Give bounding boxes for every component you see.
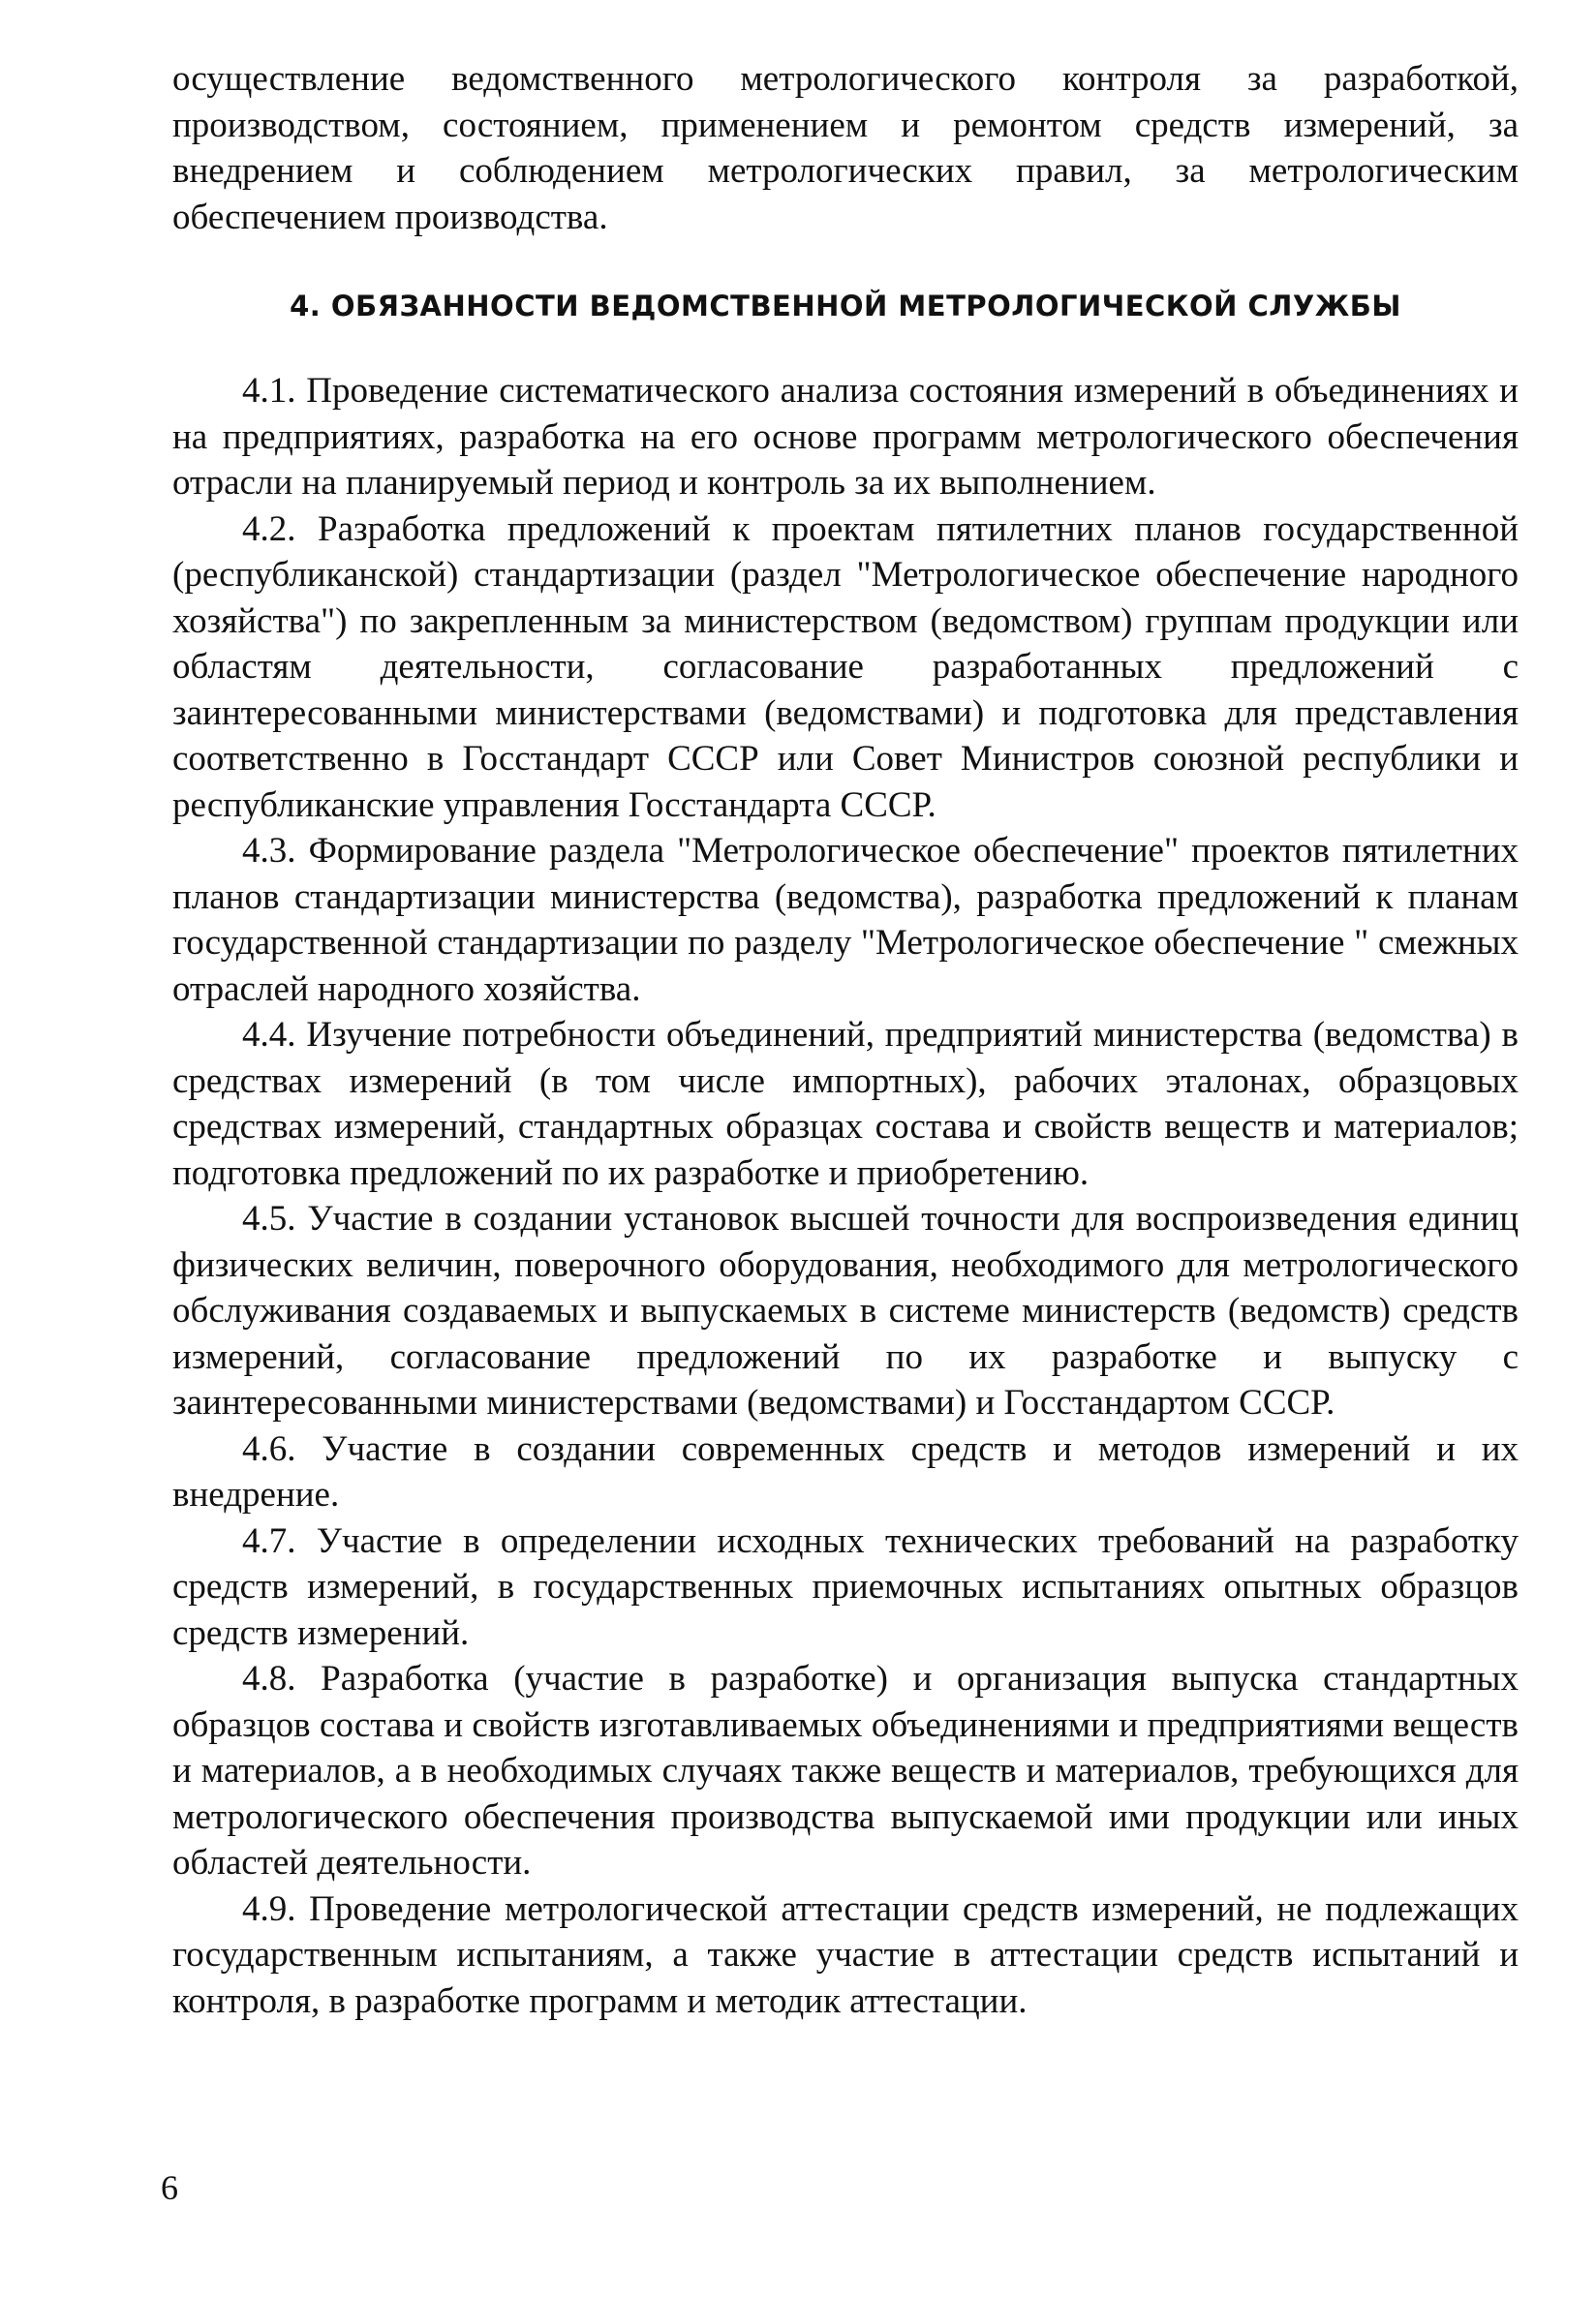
intro-paragraph: осуществление ведомственного метрологического контроля за разработкой, производством, состоянием, применением и ремонтом средств измерений, за внедрением и соблюдением метрологических правил, за метрологическим обеспечением производства. [172, 59, 1519, 237]
list-item-4-5: 4.5. Участие в создании установок высшей точности для воспроизведения единиц физических величин, поверочного оборудования, необходимого для метрологического обслуживания создаваемых и выпускаемых в системе министерств (ведомств) средств измерений, согласование предложений по их разработке и выпуску с заинтересованными министерствами (ведомствами) и Госстандартом СССР. [172, 1199, 1519, 1423]
list-item-4-7: 4.7. Участие в определении исходных технических требований на разработку средств измерений, в государственных приемочных испытаниях опытных образцов средств измерений. [172, 1520, 1519, 1653]
document-page [172, 56, 1519, 2024]
list-item-4-3: 4.3. Формирование раздела "Метрологическое обеспечение" проектов пятилетних планов стандартизации министерства (ведомства), разработка предложений к планам государственной стандартизации по разделу "Метрологическое обеспечение " смежных отраслей народного хозяйства. [172, 831, 1519, 1009]
list-item-4-2: 4.2. Разработка предложений к проектам пятилетних планов государственной (республиканской) стандартизации (раздел "Метрологическое обеспечение народного хозяйства") по закрепленным за министерством (ведомством) группам продукции или областям деятельности, согласование разработанных предложений с заинтересованными министерствами (ведомствами) и подготовка для представления соответственно в Госстандарт СССР или Совет Министров союзной республики и республиканские управления Госстандарта СССР. [172, 508, 1519, 825]
list-item-4-1: 4.1. Проведение систематического анализа состояния измерений в объединениях и на предприятиях, разработка на его основе программ метрологического обеспечения отрасли на планируемый период и контроль за их выполнением. [172, 371, 1519, 503]
list-item-4-6: 4.6. Участие в создании современных средств и методов измерений и их внедрение. [172, 1428, 1519, 1515]
section-heading: 4. ОБЯЗАННОСТИ ВЕДОМСТВЕННОЙ МЕТРОЛОГИЧЕСКОЙ СЛУЖБЫ [290, 290, 1401, 322]
page-number: 6 [161, 2168, 178, 2207]
list-item-4-4: 4.4. Изучение потребности объединений, предприятий министерства (ведомства) в средствах измерений (в том числе импортных), рабочих эталонах, образцовых средствах измерений, стандартных образцах состава и свойств веществ и материалов; подготовка предложений по их разработке и приобретению. [172, 1015, 1519, 1193]
list-item-4-8: 4.8. Разработка (участие в разработке) и организация выпуска стандартных образцов состава и свойств изготавливаемых объединениями и предприятиями веществ и материалов, а в необходимых случаях также веществ и материалов, требующихся для метрологического обеспечения производства выпускаемой ими продукции или иных областей деятельности. [172, 1659, 1519, 1883]
list-item-4-9: 4.9. Проведение метрологической аттестации средств измерений, не подлежащих государственным испытаниям, а также участие в аттестации средств испытаний и контроля, в разработке программ и методик аттестации. [172, 1888, 1519, 2021]
